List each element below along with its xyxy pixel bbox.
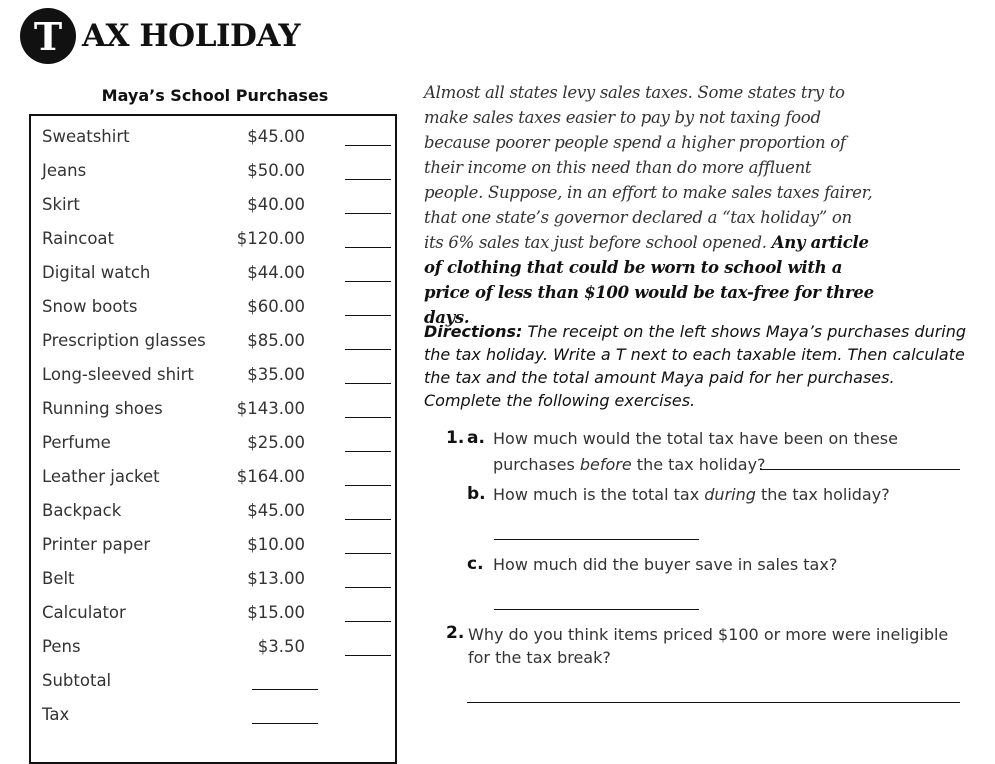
worksheet-title <box>20 8 300 64</box>
item-price: $25.00 <box>247 433 305 452</box>
directions-label: Directions: <box>424 322 523 341</box>
directions-text: The receipt on the left shows Maya’s purchases during the tax holiday. Write a T next to each taxable item. Then calculate the tax and the total amount Maya paid for her purchases. Complete the following exercises. <box>424 322 967 410</box>
receipt-title: Maya’s School Purchases <box>101 86 329 105</box>
taxable-mark-blank[interactable] <box>345 179 391 180</box>
receipt-row <box>31 255 395 289</box>
item-price: $15.00 <box>247 603 305 622</box>
item-price: $60.00 <box>247 297 305 316</box>
receipt-row <box>31 119 395 153</box>
item-name: Perfume <box>42 433 111 452</box>
receipt-row <box>31 595 395 629</box>
q1b-part2: during <box>704 485 756 504</box>
q1b-part3: the tax holiday? <box>755 485 890 504</box>
question-1a-line1: How much would the total tax have been on these <box>493 429 898 448</box>
item-name: Raincoat <box>42 229 115 248</box>
tax-blank[interactable] <box>252 723 318 724</box>
title-badge: T <box>20 8 76 64</box>
intro-text: Almost all states levy sales taxes. Some states try to make sales taxes easier to pay by not taxing food because poorer people spend a higher proportion of their income on this need than do more affluent people. Suppose, in an effort to make sales taxes fairer, that one state’s governor declared a “tax holiday” on its 6% sales tax just before school opened. <box>424 83 873 252</box>
question-1c-text: How much did the buyer save in sales tax? <box>493 555 838 574</box>
q1a-part1: purchases <box>493 455 580 474</box>
item-name: Running shoes <box>42 399 163 418</box>
q1a-part3: the tax holiday? <box>631 455 766 474</box>
subtotal-label: Subtotal <box>42 671 112 690</box>
item-name: Prescription glasses <box>42 331 206 350</box>
taxable-mark-blank[interactable] <box>345 383 391 384</box>
taxable-mark-blank[interactable] <box>345 315 391 316</box>
taxable-mark-blank[interactable] <box>345 519 391 520</box>
taxable-mark-blank[interactable] <box>345 553 391 554</box>
item-price: $45.00 <box>247 127 305 146</box>
item-name: Digital watch <box>42 263 151 282</box>
item-name: Sweatshirt <box>42 127 130 146</box>
item-name: Backpack <box>42 501 122 520</box>
question-1c-letter: c. <box>467 554 484 574</box>
item-price: $45.00 <box>247 501 305 520</box>
subtotal-row <box>31 663 395 697</box>
question-1b-text <box>493 483 890 507</box>
receipt-row <box>31 323 395 357</box>
receipt-row <box>31 459 395 493</box>
directions <box>424 320 969 412</box>
tax-row <box>31 697 395 731</box>
receipt-row <box>31 187 395 221</box>
taxable-mark-blank[interactable] <box>345 213 391 214</box>
taxable-mark-blank[interactable] <box>345 621 391 622</box>
answer-line-1b[interactable] <box>494 539 699 540</box>
subtotal-blank[interactable] <box>252 689 318 690</box>
item-price: $50.00 <box>247 161 305 180</box>
taxable-mark-blank[interactable] <box>345 451 391 452</box>
item-name: Skirt <box>42 195 80 214</box>
title-text: AX HOLIDAY <box>82 18 301 54</box>
item-name: Long-sleeved shirt <box>42 365 194 384</box>
receipt-row <box>31 561 395 595</box>
item-price: $3.50 <box>257 637 305 656</box>
question-1-number: 1. <box>446 428 465 448</box>
intro-paragraph <box>424 80 874 330</box>
question-1b-letter: b. <box>467 484 486 504</box>
receipt-row <box>31 391 395 425</box>
answer-line-1a[interactable] <box>760 469 960 470</box>
q1b-part1: How much is the total tax <box>493 485 705 504</box>
item-name: Pens <box>42 637 81 656</box>
question-2-number: 2. <box>446 623 465 643</box>
taxable-mark-blank[interactable] <box>345 349 391 350</box>
taxable-mark-blank[interactable] <box>345 655 391 656</box>
receipt-row <box>31 153 395 187</box>
item-name: Calculator <box>42 603 126 622</box>
receipt-row <box>31 357 395 391</box>
item-price: $40.00 <box>247 195 305 214</box>
question-1a-letter: a. <box>467 428 485 448</box>
item-name: Leather jacket <box>42 467 160 486</box>
taxable-mark-blank[interactable] <box>345 587 391 588</box>
taxable-mark-blank[interactable] <box>345 247 391 248</box>
item-name: Jeans <box>42 161 87 180</box>
question-1a-line2 <box>493 453 766 477</box>
item-name: Snow boots <box>42 297 138 316</box>
taxable-mark-blank[interactable] <box>345 145 391 146</box>
receipt-box <box>29 114 397 764</box>
q1a-part2: before <box>579 455 632 474</box>
receipt-row <box>31 527 395 561</box>
receipt-row <box>31 289 395 323</box>
taxable-mark-blank[interactable] <box>345 485 391 486</box>
item-price: $44.00 <box>247 263 305 282</box>
receipt-row <box>31 221 395 255</box>
item-name: Printer paper <box>42 535 151 554</box>
taxable-mark-blank[interactable] <box>345 281 391 282</box>
item-price: $143.00 <box>236 399 305 418</box>
item-price: $10.00 <box>247 535 305 554</box>
item-name: Belt <box>42 569 75 588</box>
answer-line-1c[interactable] <box>494 609 699 610</box>
receipt-row <box>31 629 395 663</box>
item-price: $13.00 <box>247 569 305 588</box>
question-2-line2: for the tax break? <box>468 648 611 667</box>
receipt-row <box>31 425 395 459</box>
taxable-mark-blank[interactable] <box>345 417 391 418</box>
receipt-row <box>31 493 395 527</box>
tax-label: Tax <box>42 705 70 724</box>
question-2-line1: Why do you think items priced $100 or more were ineligible <box>468 625 949 644</box>
answer-line-2[interactable] <box>467 702 960 703</box>
item-price: $164.00 <box>236 467 305 486</box>
intro-emphasis: Any article of clothing that could be worn to school with a price of less than $100 would be tax-free for three days. <box>424 233 874 327</box>
item-price: $120.00 <box>236 229 305 248</box>
item-price: $85.00 <box>247 331 305 350</box>
item-price: $35.00 <box>247 365 305 384</box>
